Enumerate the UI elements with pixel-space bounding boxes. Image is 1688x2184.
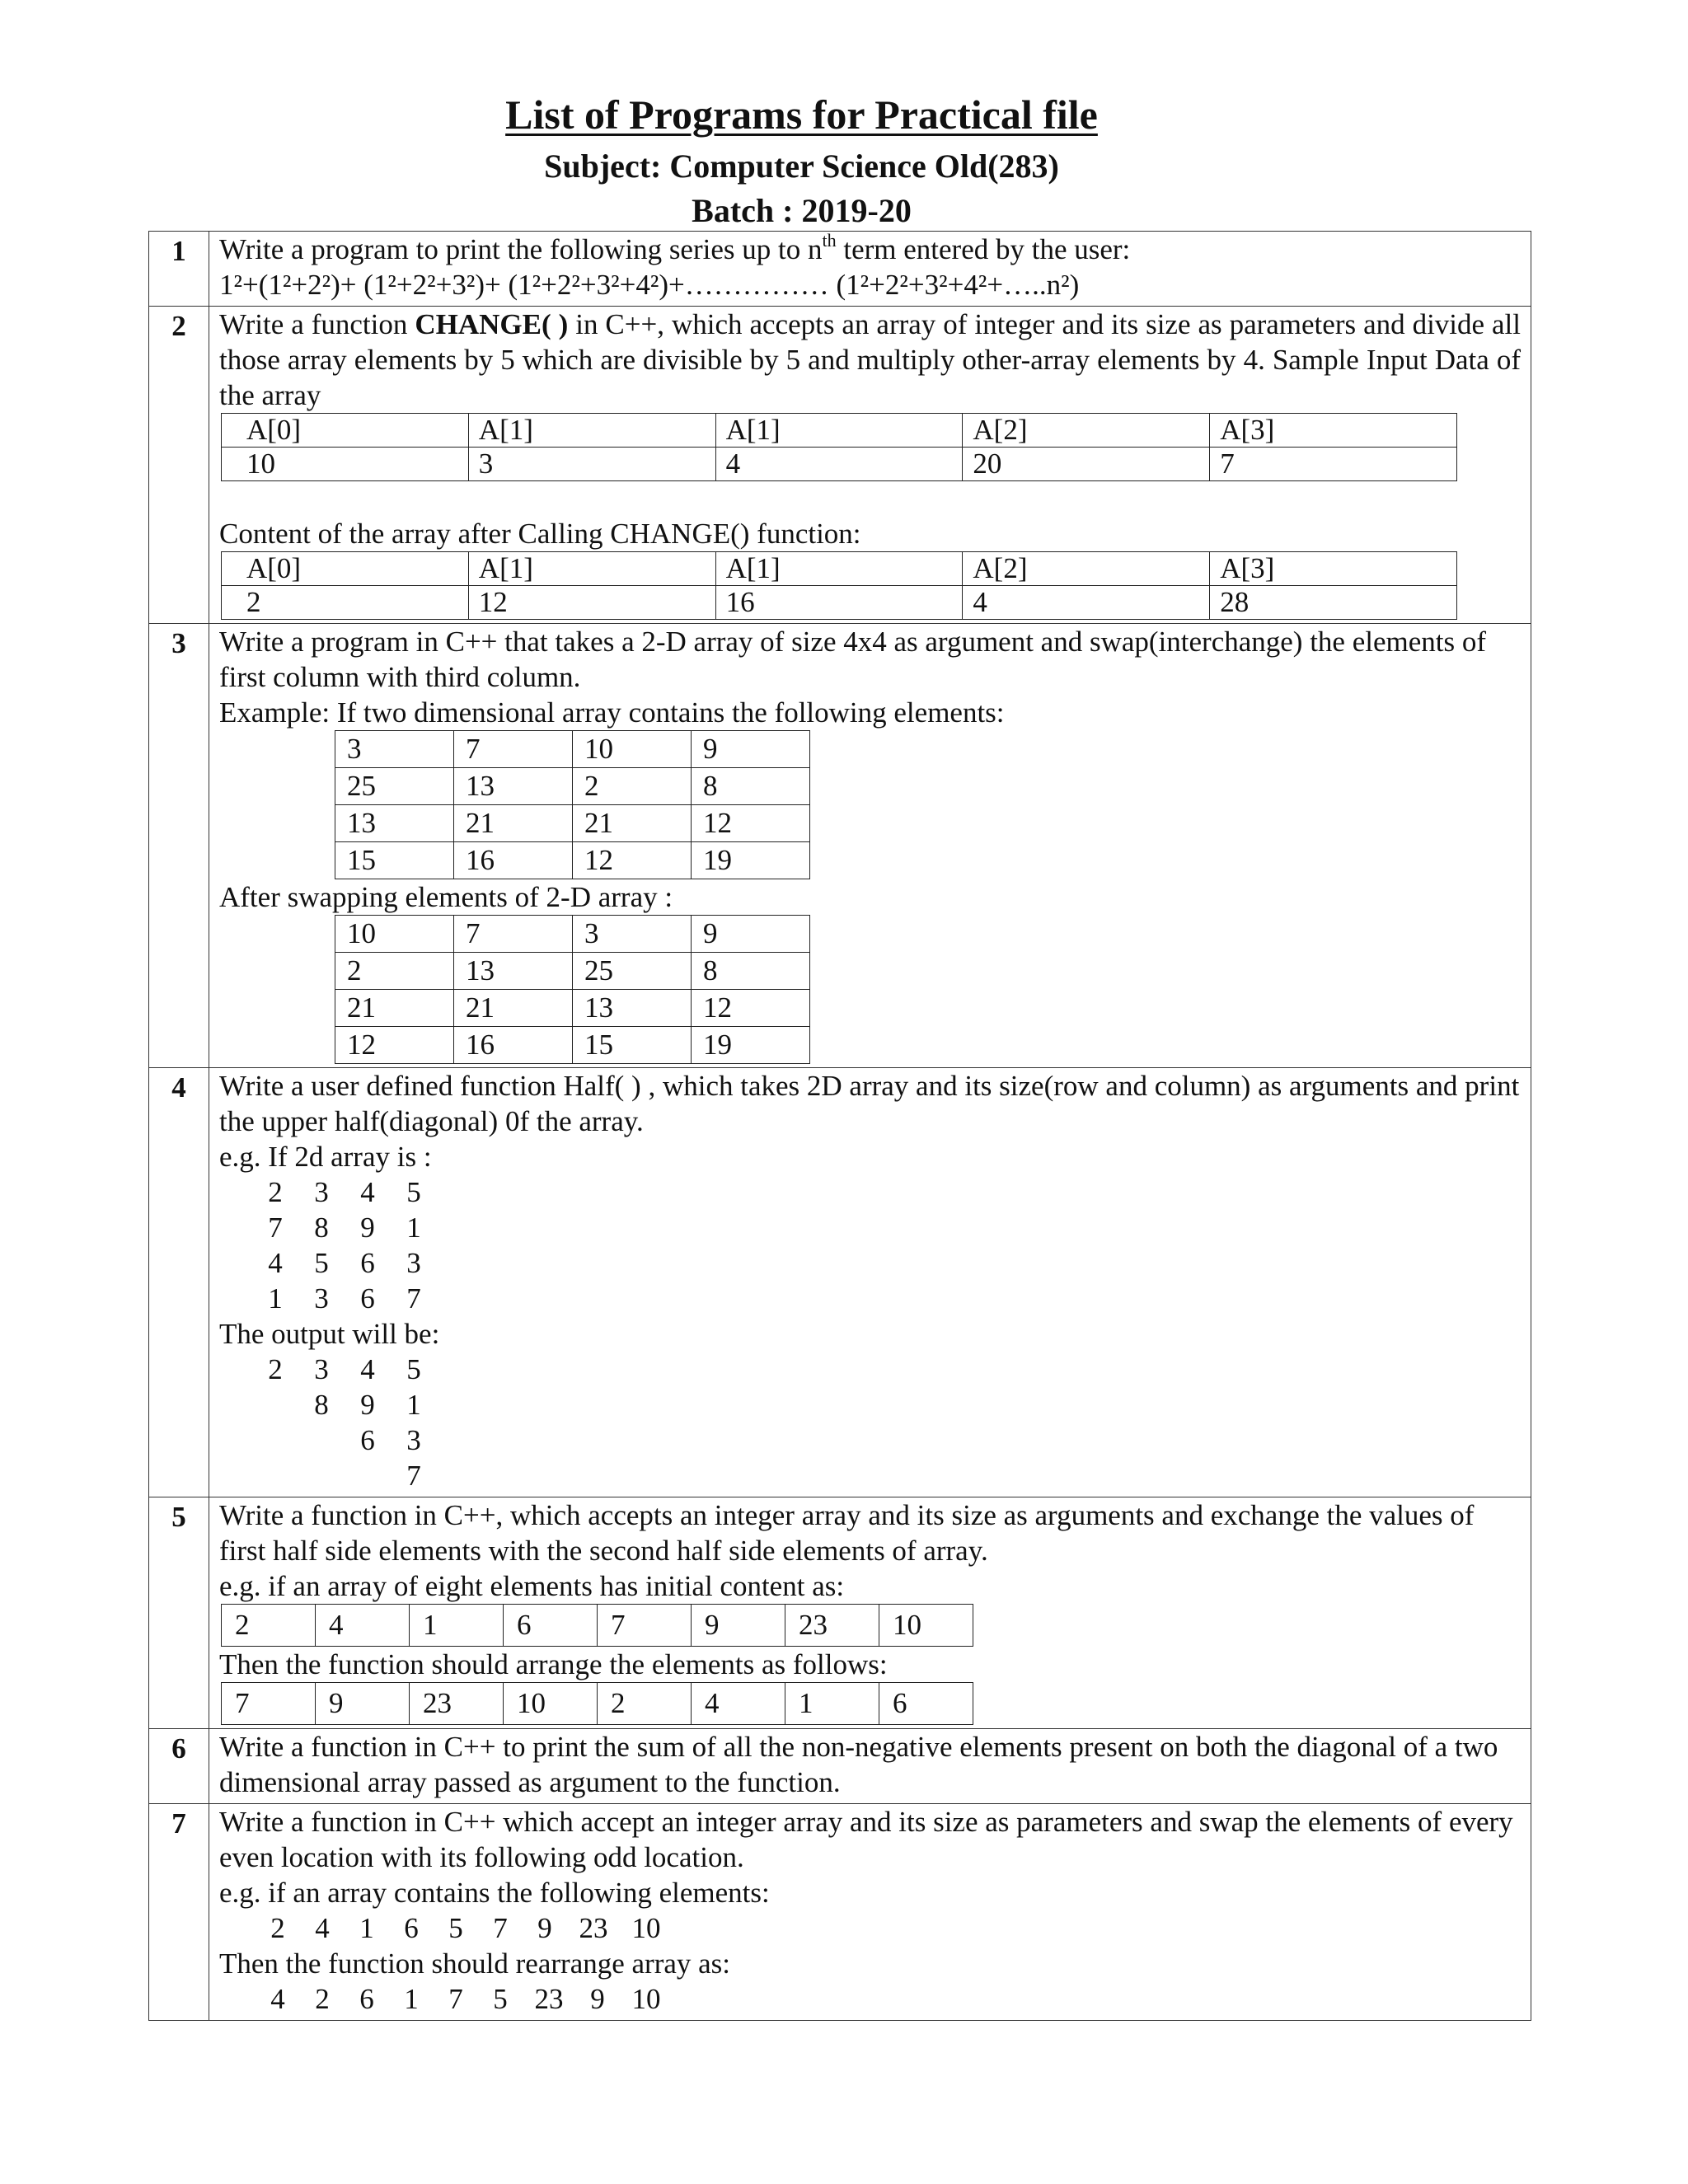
- after-swap-label: After swapping elements of 2-D array :: [219, 881, 673, 913]
- matrix-line: [252, 1352, 1521, 1387]
- array-value-cell: 4: [715, 448, 963, 481]
- program-1-series: 1²+(1²+2²)+ (1²+2²+3²)+ (1²+2²+3²+4²)+…………… (1²+2²+3²+4²+…..n²): [219, 269, 1080, 301]
- initial-sequence: [256, 1910, 1521, 1946]
- array-value-cell: 3: [468, 448, 715, 481]
- array-cell: 6: [879, 1683, 973, 1725]
- matrix-line: [252, 1458, 1521, 1493]
- matrix-row: [335, 842, 810, 879]
- sequence-value: 5: [493, 1983, 508, 2015]
- matrix-value: 8: [314, 1212, 329, 1244]
- matrix-cell: 7: [454, 916, 573, 953]
- sequence-value: 4: [270, 1983, 285, 2015]
- matrix-cell: 3: [335, 731, 454, 768]
- array-value-cell: 10: [222, 448, 469, 481]
- matrix-value: 4: [360, 1353, 375, 1385]
- matrix-row: [335, 953, 810, 990]
- result-sequence: [256, 1981, 1521, 2017]
- matrix-row: [335, 1027, 810, 1064]
- array-value-cell: 20: [963, 448, 1210, 481]
- array-cell: 2: [222, 1605, 316, 1647]
- program-4-statement: Write a user defined function Half( ) , which takes 2D array and its size(row and column) as arguments and print the upper half(diagonal) 0f the array.: [219, 1070, 1520, 1137]
- sequence-value: 1: [404, 1983, 419, 2015]
- then-label: Then the function should rearrange array as:: [219, 1947, 731, 1980]
- example-label: Example: If two dimensional array contains the following elements:: [219, 696, 1005, 729]
- program-number: 2: [149, 307, 209, 624]
- matrix-cell: 8: [692, 768, 810, 805]
- program-number: 7: [149, 1804, 209, 2021]
- matrix-cell: 19: [692, 842, 810, 879]
- matrix-cell: 9: [692, 916, 810, 953]
- array-value-cell: 2: [222, 586, 469, 620]
- matrix-value: 5: [314, 1247, 329, 1279]
- array-cell: 9: [692, 1605, 785, 1647]
- matrix-cell: 12: [335, 1027, 454, 1064]
- array-header-cell: A[0]: [222, 552, 469, 586]
- after-change-label: Content of the array after Calling CHANGE() function:: [219, 518, 861, 550]
- matrix-value: 7: [406, 1282, 421, 1315]
- matrix-cell: 12: [692, 990, 810, 1027]
- eg-label: e.g. if an array contains the following elements:: [219, 1877, 770, 1909]
- program-2-text-a: Write a function: [219, 308, 415, 340]
- program-row-4: [149, 1068, 1531, 1497]
- sequence-value: 6: [359, 1983, 374, 2015]
- sequence-value: 5: [448, 1912, 463, 1944]
- matrix-cell: 7: [454, 731, 573, 768]
- matrix-row: [335, 990, 810, 1027]
- matrix-value: 9: [360, 1389, 375, 1421]
- matrix-row: [335, 805, 810, 842]
- result-array-table: [221, 1682, 973, 1725]
- initial-array-table: [221, 1604, 973, 1647]
- matrix-cell: 15: [573, 1027, 692, 1064]
- matrix-cell: 10: [335, 916, 454, 953]
- batch-line: Batch : 2019-20: [692, 192, 912, 229]
- matrix-cell: 21: [454, 990, 573, 1027]
- output-label: The output will be:: [219, 1318, 440, 1350]
- array-value-cell: 16: [715, 586, 963, 620]
- matrix-value: 5: [406, 1176, 421, 1208]
- matrix-cell: 13: [454, 768, 573, 805]
- program-3-statement: Write a program in C++ that takes a 2-D array of size 4x4 as argument and swap(interchange) the elements of first column with third column.: [219, 626, 1487, 693]
- program-number: 4: [149, 1068, 209, 1497]
- matrix-value: 5: [406, 1353, 421, 1385]
- array-cell: 1: [410, 1605, 504, 1647]
- program-row-6: [149, 1729, 1531, 1804]
- sequence-value: 2: [270, 1912, 285, 1944]
- program-1-text-a: Write a program to print the following series up to n: [219, 233, 823, 265]
- sequence-value: 1: [359, 1912, 374, 1944]
- matrix-cell: 2: [573, 768, 692, 805]
- sequence-value: 9: [537, 1912, 552, 1944]
- matrix-cell: 13: [335, 805, 454, 842]
- sequence-value: 7: [448, 1983, 463, 2015]
- matrix-row: [335, 916, 810, 953]
- array-cell: 4: [692, 1683, 785, 1725]
- matrix-line: [252, 1245, 1521, 1281]
- program-2-statement: [219, 307, 1521, 413]
- program-7-statement: Write a function in C++ which accept an integer array and its size as parameters and swap the elements of every even location with its following odd location.: [219, 1806, 1513, 1873]
- program-row-1: [149, 232, 1531, 307]
- matrix-cell: 16: [454, 842, 573, 879]
- matrix-value: 7: [406, 1460, 421, 1492]
- matrix-row: [335, 768, 810, 805]
- matrix-value: 3: [314, 1282, 329, 1315]
- program-number: 3: [149, 624, 209, 1068]
- program-row-5: [149, 1497, 1531, 1729]
- eg-label: e.g. If 2d array is :: [219, 1141, 432, 1173]
- array-cell: 2: [598, 1683, 692, 1725]
- matrix-row: [335, 731, 810, 768]
- matrix-line: [252, 1422, 1521, 1458]
- matrix-value: 6: [360, 1282, 375, 1315]
- output-array-table: [221, 551, 1457, 620]
- array-header-cell: A[3]: [1210, 552, 1457, 586]
- array-cell: 23: [410, 1683, 504, 1725]
- array-header-cell: A[1]: [715, 552, 963, 586]
- array-cell: 9: [316, 1683, 410, 1725]
- program-1-statement: [219, 232, 1521, 267]
- matrix-value: 1: [406, 1212, 421, 1244]
- input-matrix: [252, 1174, 1521, 1316]
- output-matrix: [252, 1352, 1521, 1493]
- matrix-value: 3: [406, 1424, 421, 1456]
- matrix-cell: 10: [573, 731, 692, 768]
- matrix-cell: 13: [573, 990, 692, 1027]
- program-number: 6: [149, 1729, 209, 1804]
- sequence-value: 2: [315, 1983, 330, 2015]
- array-cell: 23: [785, 1605, 879, 1647]
- input-array-table: [221, 413, 1457, 481]
- sequence-value: 9: [590, 1983, 605, 2015]
- program-1-text-b: term entered by the user:: [836, 233, 1131, 265]
- matrix-value: 8: [314, 1389, 329, 1421]
- matrix-cell: 16: [454, 1027, 573, 1064]
- sequence-value: 23: [579, 1912, 608, 1944]
- matrix-cell: 21: [335, 990, 454, 1027]
- matrix-cell: 9: [692, 731, 810, 768]
- program-number: 1: [149, 232, 209, 307]
- matrix-cell: 15: [335, 842, 454, 879]
- matrix-line: [252, 1174, 1521, 1210]
- array-value-cell: 4: [963, 586, 1210, 620]
- matrix-cell: 2: [335, 953, 454, 990]
- array-header-cell: A[0]: [222, 414, 469, 448]
- array-header-cell: A[1]: [468, 414, 715, 448]
- array-cell: 10: [879, 1605, 973, 1647]
- then-label: Then the function should arrange the elements as follows:: [219, 1648, 888, 1680]
- array-cell: 7: [598, 1605, 692, 1647]
- array-cell: 10: [504, 1683, 598, 1725]
- sequence-value: 10: [631, 1912, 661, 1944]
- matrix-value: 3: [314, 1176, 329, 1208]
- sequence-value: 23: [534, 1983, 564, 2015]
- subject-line: Subject: Computer Science Old(283): [544, 148, 1059, 185]
- matrix-value: 4: [268, 1247, 283, 1279]
- array-cell: 4: [316, 1605, 410, 1647]
- matrix-value: 1: [268, 1282, 283, 1315]
- program-row-3: [149, 624, 1531, 1068]
- array-value-cell: 12: [468, 586, 715, 620]
- matrix-value: 4: [360, 1176, 375, 1208]
- array-header-cell: A[1]: [468, 552, 715, 586]
- matrix-line: [252, 1281, 1521, 1316]
- eg-label: e.g. if an array of eight elements has initial content as:: [219, 1570, 845, 1602]
- page-title: List of Programs for Practical file: [505, 91, 1098, 138]
- matrix-cell: 12: [573, 842, 692, 879]
- program-5-statement: Write a function in C++, which accepts an integer array and its size as arguments and exchange the values of first half side elements with the second half side elements of array.: [219, 1499, 1475, 1567]
- program-number: 5: [149, 1497, 209, 1729]
- matrix-value: 3: [314, 1353, 329, 1385]
- before-matrix-table: [335, 730, 810, 879]
- array-header-cell: A[1]: [715, 414, 963, 448]
- programs-table: [148, 231, 1531, 2021]
- program-1-superscript: th: [822, 230, 837, 251]
- program-row-7: [149, 1804, 1531, 2021]
- array-value-cell: 7: [1210, 448, 1457, 481]
- array-header-cell: A[2]: [963, 414, 1210, 448]
- sequence-value: 4: [315, 1912, 330, 1944]
- program-row-2: [149, 307, 1531, 624]
- matrix-value: 6: [360, 1247, 375, 1279]
- matrix-cell: 3: [573, 916, 692, 953]
- array-header-cell: A[2]: [963, 552, 1210, 586]
- matrix-cell: 13: [454, 953, 573, 990]
- program-6-statement: Write a function in C++ to print the sum of all the non-negative elements present on both the diagonal of a two dimensional array passed as argument to the function.: [219, 1731, 1498, 1798]
- matrix-line: [252, 1387, 1521, 1422]
- array-cell: 7: [222, 1683, 316, 1725]
- array-cell: 6: [504, 1605, 598, 1647]
- array-header-cell: A[3]: [1210, 414, 1457, 448]
- matrix-cell: 25: [335, 768, 454, 805]
- matrix-cell: 21: [454, 805, 573, 842]
- matrix-value: 1: [406, 1389, 421, 1421]
- matrix-value: 2: [268, 1176, 283, 1208]
- sequence-value: 7: [493, 1912, 508, 1944]
- matrix-cell: 19: [692, 1027, 810, 1064]
- matrix-cell: 25: [573, 953, 692, 990]
- matrix-cell: 8: [692, 953, 810, 990]
- matrix-cell: 21: [573, 805, 692, 842]
- matrix-value: 6: [360, 1424, 375, 1456]
- matrix-value: 2: [268, 1353, 283, 1385]
- sequence-value: 10: [631, 1983, 661, 2015]
- sequence-value: 6: [404, 1912, 419, 1944]
- array-cell: 1: [785, 1683, 879, 1725]
- after-matrix-table: [335, 915, 810, 1064]
- matrix-line: [252, 1210, 1521, 1245]
- function-name: CHANGE( ): [415, 308, 569, 340]
- array-value-cell: 28: [1210, 586, 1457, 620]
- matrix-value: 3: [406, 1247, 421, 1279]
- matrix-cell: 12: [692, 805, 810, 842]
- matrix-value: 9: [360, 1212, 375, 1244]
- program-2-text-b: in C++, which accepts an array of integer and its size as parameters and divide all those array elements by 5 which are divisible by 5 and multiply other-array elements by 4. Sample Input Data of the array: [219, 308, 1522, 411]
- matrix-value: 7: [268, 1212, 283, 1244]
